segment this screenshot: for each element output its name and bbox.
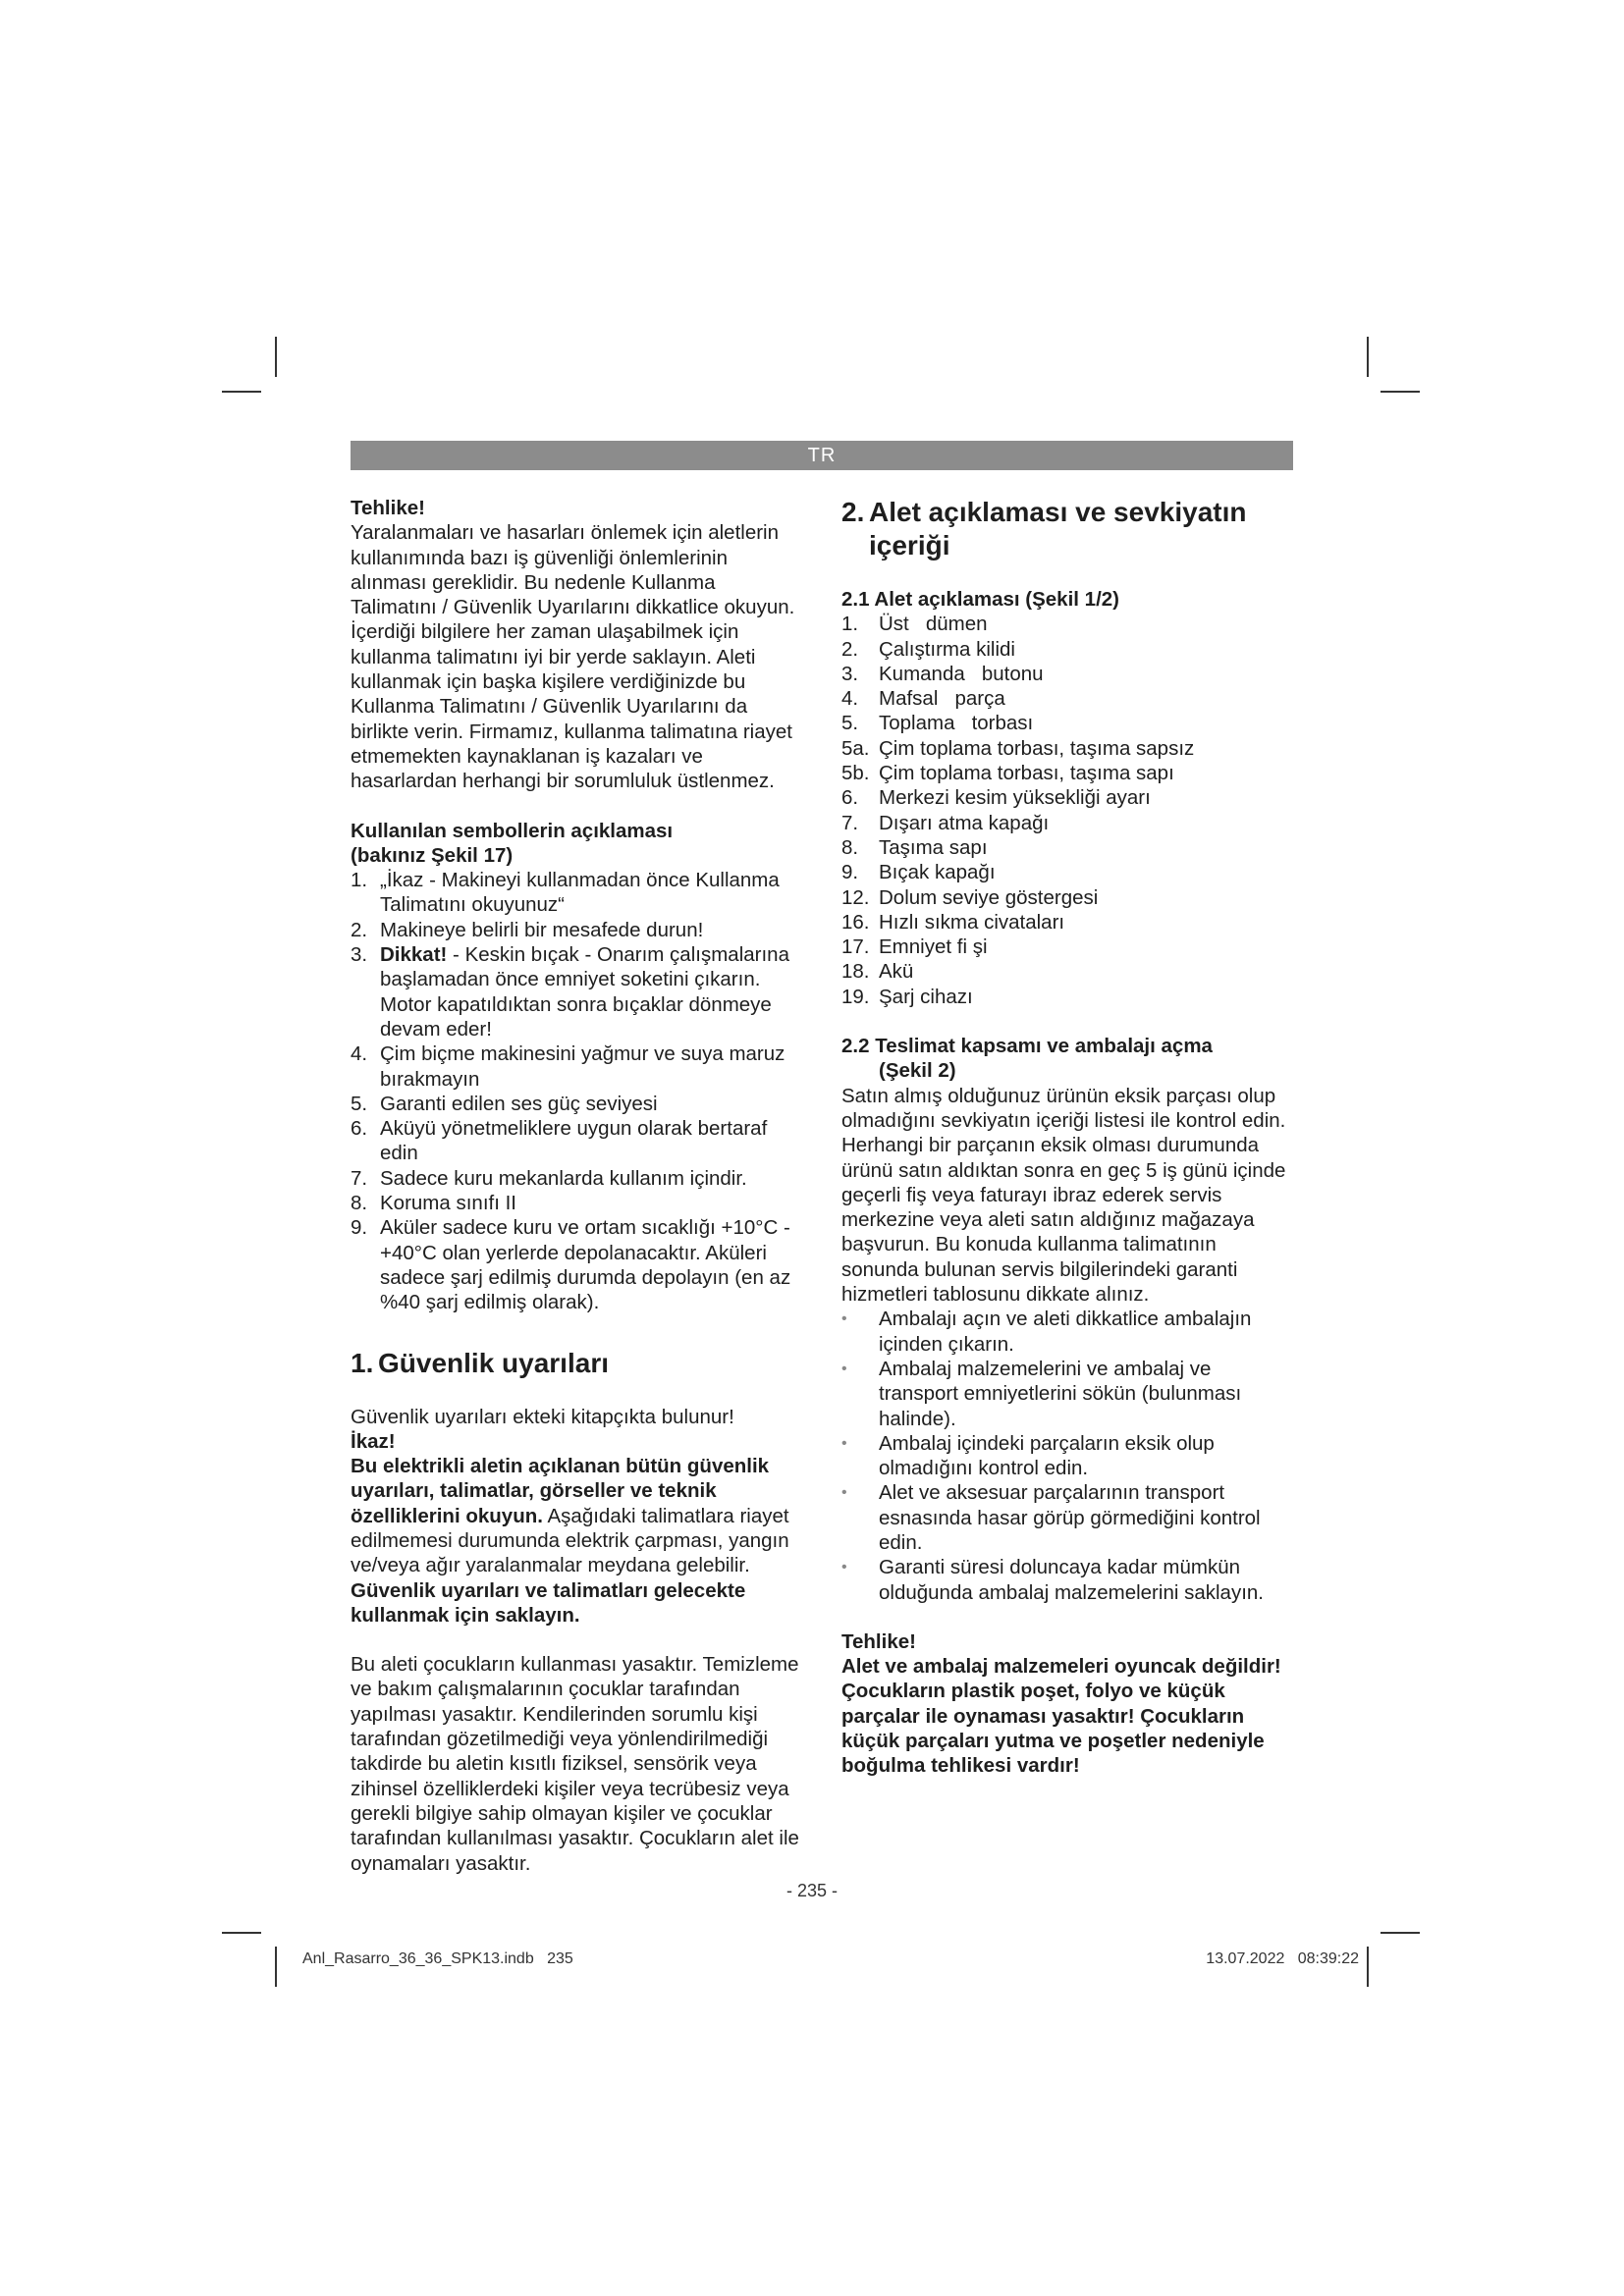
section-1-heading: 1. Güvenlik uyarıları: [351, 1347, 609, 1378]
crop-mark: [222, 391, 261, 393]
list-item: • Ambalaj içindeki parçaların eksik olup olmadığını kontrol edin.: [841, 1431, 1215, 1480]
list-item: 19. Şarj cihazı: [841, 985, 973, 1008]
list-item: 8. Koruma sınıfı II: [351, 1192, 516, 1215]
list-item: 12. Dolum seviye göstergesi: [841, 885, 1099, 909]
crop-mark: [1367, 1947, 1369, 1987]
list-item: 4. Çim biçme makinesini yağmur ve suya maruz bırakmayın: [351, 1042, 785, 1091]
list-item: 5a. Çim toplama torbası, taşıma sapsız: [841, 736, 1195, 760]
list-item: 2. Makineye belirli bir mesafede durun!: [351, 918, 704, 941]
left-column: [351, 496, 804, 1876]
crop-mark: [222, 1932, 261, 1934]
list-item: 3. Kumanda butonu: [841, 662, 1044, 685]
list-item: 6. Aküyü yönetmeliklere uygun olarak bertaraf edin: [351, 1117, 768, 1165]
list-item: 6. Merkezi kesim yüksekliği ayarı: [841, 786, 1151, 810]
list-item: 16. Hızlı sıkma civataları: [841, 910, 1065, 934]
crop-mark: [275, 337, 277, 377]
footer-file-name: Anl_Rasarro_36_36_SPK13.indb 235: [302, 1950, 573, 1967]
danger-title-2: Tehlike!: [841, 1629, 916, 1653]
subsection-2-2-title: 2.2 Teslimat kapsamı ve ambalajı açma: [841, 1035, 1213, 1058]
list-item: 9. Bıçak kapağı: [841, 861, 996, 884]
section-2-heading: 2. Alet açıklaması ve sevkiyatın: [841, 497, 1247, 527]
right-column: [841, 496, 1293, 1779]
delivery-paragraph: Satın almış olduğunuz ürünün eksik parçası olup olmadığını sevkiyatın içeriği listesi ile kontrol edin. Herhangi bir parçanın eksik olması durumunda ürünü satın aldıktan sonra en geç 5 iş günü içinde geçerli fiş veya faturayı ibraz ederek servis merkezine veya aleti satın aldığınız mağazaya başvurun. Bu konuda kullanma talimatının sonunda bulunan servis bilgilerindeki garanti hizmetleri tablosunu dikkate alınız.: [841, 1084, 1286, 1307]
list-item: 7. Dışarı atma kapağı: [841, 811, 1050, 834]
danger-title: Tehlike!: [351, 497, 425, 519]
list-item: 5. Garanti edilen ses güç seviyesi: [351, 1092, 658, 1115]
crop-mark: [1380, 391, 1420, 393]
language-header-bar: TR: [351, 441, 1293, 470]
page-number: - 235 -: [785, 1881, 839, 1900]
symbols-title-ref: (bakınız Şekil 17): [351, 843, 514, 867]
symbols-list: [351, 868, 804, 1314]
list-item: 5. Toplama torbası: [841, 712, 1034, 735]
list-item: 3. Dikkat! - Keskin bıçak - Onarım çalışmalarına başlamadan önce emniyet soketini çıkarın. Motor kapatıldıktan sonra bıçaklar dönmeye devam eder!: [351, 943, 789, 1041]
bullet-icon: •: [841, 1559, 847, 1576]
bullet-icon: •: [841, 1310, 847, 1328]
parts-list: [841, 612, 1293, 1009]
list-item: • Ambalaj malzemelerini ve ambalaj ve transport emniyetlerini sökün (bulunması halinde).: [841, 1357, 1242, 1430]
list-item: • Alet ve aksesuar parçalarının transport esnasında hasar görüp görmediğini kontrol edin.: [841, 1481, 1261, 1554]
bullet-icon: •: [841, 1360, 847, 1377]
section-2-heading-cont: içeriği: [869, 530, 950, 561]
list-item: 4. Mafsal parça: [841, 687, 1005, 711]
list-item: 8. Taşıma sapı: [841, 835, 988, 859]
list-item: • Ambalajı açın ve aleti dikkatlice ambalajın içinden çıkarın.: [841, 1308, 1252, 1356]
safety-intro: Güvenlik uyarıları ekteki kitapçıkta bulunur!: [351, 1405, 734, 1428]
list-item: 18. Akü: [841, 960, 914, 984]
children-paragraph: Bu aleti çocukların kullanması yasaktır. Temizleme ve bakım çalışmalarının çocuklar tarafından yapılması yasaktır. Kendilerinden sorumlu kişi tarafından gözetilmediği veya yönlendirilmediği takdirde bu aletin kısıtlı fiziksel, sensörik veya zihinsel özelliklerdeki kişiler veya tecrübesiz veya gerekli bilgiye sahip olmayan kişiler ve çocuklar tarafından kullanılması yasaktır. Çocukların alet ile oynamaları yasaktır.: [351, 1653, 799, 1875]
list-item: • Garanti süresi doluncaya kadar mümkün olduğunda ambalaj malzemelerini saklayın.: [841, 1556, 1264, 1604]
list-item: 2. Çalıştırma kilidi: [841, 637, 1015, 661]
subsection-2-1-title: 2.1 Alet açıklaması (Şekil 1/2): [841, 588, 1119, 611]
subsection-2-2-ref: (Şekil 2): [879, 1059, 956, 1083]
list-item: 9. Aküler sadece kuru ve ortam sıcaklığı +10°C - +40°C olan yerlerde depolanacaktır. Aküleri sadece şarj edilmiş durumda depolayın (en az %40 şarj edilmiş olarak).: [351, 1216, 791, 1314]
list-item: 1. „İkaz - Makineyi kullanmadan önce Kullanma Talimatını okuyunuz“: [351, 869, 780, 917]
danger-text-2: Alet ve ambalaj malzemeleri oyuncak değildir! Çocukların plastik poşet, folyo ve küçük parçalar ile oynaması yasaktır! Çocukların küçük parçaları yutma ve poşetler nedeniyle boğulma tehlikesi vardır!: [841, 1655, 1281, 1778]
danger-text: Yaralanmaları ve hasarları önlemek için aletlerin kullanımında bazı iş güvenliği önlemlerinin alınması gereklidir. Bu nedenle Kullanma Talimatını / Güvenlik Uyarılarını dikkatlice okuyun. İçerdiği bilgilere her zaman ulaşabilmek için kullanma talimatını iyi bir yerde saklayın. Aleti kullanmak için başka kişilere verdiğinizde bu Kullanma Talimatını / Güvenlik Uyarılarını da birlikte verin. Firmamız, kullanma talimatına riayet etmemekten kaynaklanan iş kazaları ve hasarlardan herhangi bir sorumluluk üstlenmez.: [351, 521, 795, 793]
unpacking-list: [841, 1307, 1293, 1605]
crop-mark: [1380, 1932, 1420, 1934]
list-item: 5b. Çim toplama torbası, taşıma sapı: [841, 762, 1174, 785]
warning-paragraph: Bu elektrikli aletin açıklanan bütün güvenlik uyarıları, talimatlar, görseller ve teknik özelliklerini okuyun. Aşağıdaki talimatlara riayet edilmemesi durumunda elektrik çarpması, yangın ve/veya ağır yaralanmalar meydana gelebilir.: [351, 1455, 789, 1577]
footer-date-time: 13.07.2022 08:39:22: [1206, 1950, 1359, 1967]
symbols-title: Kullanılan sembollerin açıklaması: [351, 819, 674, 842]
list-item: 1. Üst dümen: [841, 613, 988, 636]
warning-label: İkaz!: [351, 1429, 396, 1453]
bullet-icon: •: [841, 1484, 847, 1502]
list-item: 17. Emniyet fi şi: [841, 935, 988, 959]
keep-instructions: Güvenlik uyarıları ve talimatları gelecekte kullanmak için saklayın.: [351, 1578, 746, 1627]
bullet-icon: •: [841, 1434, 847, 1452]
crop-mark: [275, 1947, 277, 1987]
list-item: 7. Sadece kuru mekanlarda kullanım içindir.: [351, 1166, 747, 1190]
crop-mark: [1367, 337, 1369, 377]
